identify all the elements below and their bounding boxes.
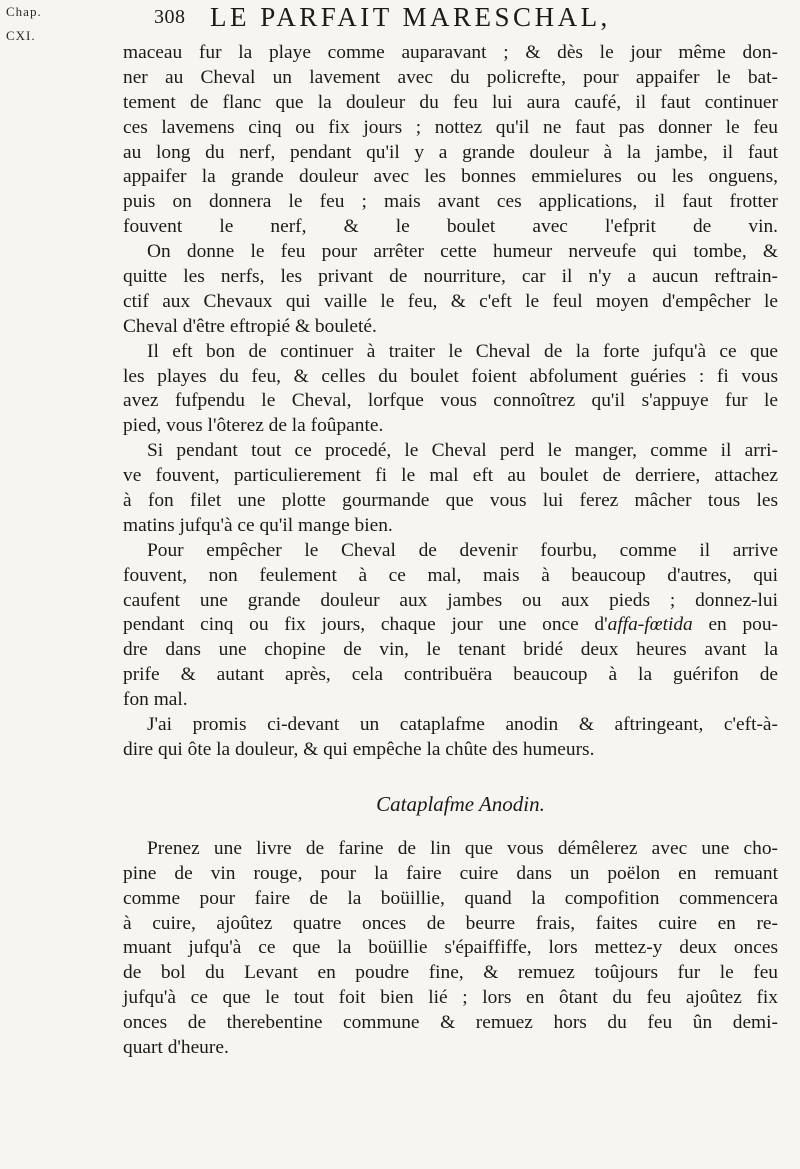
margin-chapter-number: CXI. xyxy=(6,28,36,43)
page-number: 308 xyxy=(154,6,186,28)
spacer xyxy=(123,763,778,783)
text-fragment: pendant cinq ou fix jours, chaque jour une once d' xyxy=(123,614,608,636)
text-line: ner au Cheval un lavement avec du policrefte, pour appaifer le bat- xyxy=(123,66,778,88)
text-line: avez fufpendu le Cheval, lorfque vous connoîtrez qu'il s'appuye fur le xyxy=(123,390,778,412)
text-line: matins jufqu'à ce qu'il mange bien. xyxy=(123,514,393,536)
paragraph-recipe xyxy=(123,837,778,1061)
running-header xyxy=(154,0,774,34)
text-line: comme pour faire de la boüillie, quand la compofition commencera xyxy=(123,887,778,909)
text-line: pine de vin rouge, pour la faire cuire dans un poëlon en remuant xyxy=(123,862,778,884)
text-line: Pour empêcher le Cheval de devenir fourbu, comme il arrive xyxy=(147,539,778,561)
text-line: Prenez une livre de farine de lin que vous démêlerez avec une cho- xyxy=(147,837,778,859)
text-line: quitte les nerfs, les privant de nourriture, car il n'y a aucun reftrain- xyxy=(123,266,778,288)
text-line: de bol du Levant en poudre fine, & remuez toûjours fur le feu xyxy=(123,962,778,984)
text-line: J'ai promis ci-devant un cataplafme anodin & aftringeant, c'eft-à- xyxy=(147,714,778,736)
text-line: pied, vous l'ôterez de la foûpante. xyxy=(123,415,384,437)
text-line: maceau fur la playe comme auparavant ; & dès le jour même don- xyxy=(123,42,778,63)
paragraph-fire xyxy=(123,240,778,340)
text-line: quart d'heure. xyxy=(123,1036,229,1058)
text-line: ces lavemens cinq ou fix jours ; nottez qu'il ne faut pas donner le feu xyxy=(123,116,778,138)
text-line xyxy=(123,613,778,638)
paragraph-cautery xyxy=(123,41,778,240)
body-text xyxy=(123,41,778,1061)
text-line: à fon filet une plotte gourmande que vous lui ferez mâcher tous les xyxy=(123,490,778,512)
text-line: prife & autant après, cela contribuëra beaucoup à la guérifon de xyxy=(123,664,778,686)
text-line: appaifer la grande douleur avec les bonnes emmielures ou les onguens, xyxy=(123,166,778,188)
text-line: muant jufqu'à ce que la boüillie s'épaiffiffe, lors mettez-y deux onces xyxy=(123,937,778,959)
text-fragment: en pou- xyxy=(692,614,778,636)
text-line: ve fouvent, particulierement fi le mal eft au boulet de derriere, attachez xyxy=(123,465,778,487)
text-line: Cheval d'être eftropié & bouleté. xyxy=(123,315,377,337)
text-line: ctif aux Chevaux qui vaille le feu, & c'eft le feul moyen d'empêcher le xyxy=(123,290,778,312)
text-line: au long du nerf, pendant qu'il y a grande douleur à la jambe, il faut xyxy=(123,141,778,163)
spacer xyxy=(123,825,778,837)
running-title: LE PARFAIT MARESCHAL, xyxy=(210,2,611,32)
text-line: dre dans une chopine de vin, le tenant bridé deux heures avant la xyxy=(123,639,778,661)
margin-chapter-label: Chap. xyxy=(6,4,42,19)
text-line: fouvent le nerf, & le boulet avec l'efprit de vin. xyxy=(123,216,778,238)
paragraph-appetite xyxy=(123,439,778,539)
paragraph-founder xyxy=(123,539,778,713)
text-line: puis on donnera le feu ; mais avant ces applications, il faut frotter xyxy=(123,191,778,213)
text-line: les playes du feu, & celles du boulet foient abfolument guéries : fi vous xyxy=(123,365,778,387)
text-line: tement de flanc que la douleur du feu lui aura caufé, il faut continuer xyxy=(123,91,778,113)
text-line: dire qui ôte la douleur, & qui empêche la chûte des humeurs. xyxy=(123,738,595,760)
paragraph-continue xyxy=(123,340,778,440)
text-line: fon mal. xyxy=(123,689,188,711)
section-heading: Cataplafme Anodin. xyxy=(376,791,545,816)
text-line: Si pendant tout ce procedé, le Cheval perd le manger, comme il arri- xyxy=(147,440,778,462)
text-line: On donne le feu pour arrêter cette humeur nerveufe qui tombe, & xyxy=(147,241,778,263)
paragraph-promise xyxy=(123,713,778,763)
text-line: fouvent, non feulement à ce mal, mais à beaucoup d'autres, qui xyxy=(123,564,778,586)
italic-term: affa-fœtida xyxy=(607,614,693,636)
text-line: caufent une grande douleur aux jambes ou aux pieds ; donnez-lui xyxy=(123,589,778,611)
text-line: Il eft bon de continuer à traiter le Cheval de la forte jufqu'à ce que xyxy=(147,340,778,362)
text-line: jufqu'à ce que le tout foit bien lié ; lors en ôtant du feu ajoûtez fix xyxy=(123,987,778,1009)
paragraph-group xyxy=(123,41,778,539)
text-line: onces de therebentine commune & remuez hors du feu ûn demi- xyxy=(123,1012,778,1034)
text-line: à cuire, ajoûtez quatre onces de beurre frais, faites cuire en re- xyxy=(123,912,778,934)
